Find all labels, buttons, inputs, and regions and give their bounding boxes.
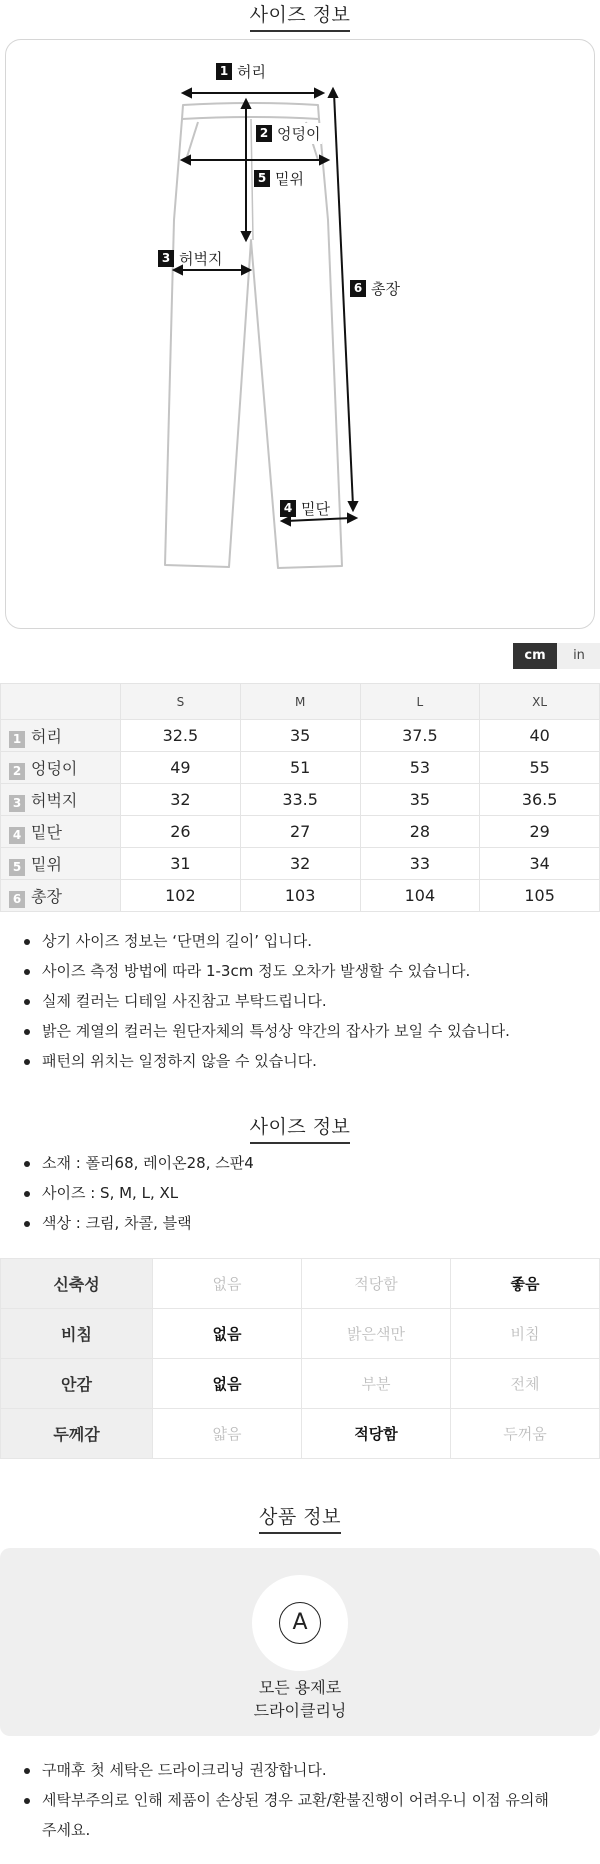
dry-clean-circle-icon: A (279, 1602, 321, 1644)
table-cell: 37.5 (360, 720, 480, 752)
row-number-badge: 5 (9, 859, 25, 876)
table-cell: 26 (121, 816, 241, 848)
table-row (1, 1309, 600, 1359)
table-cell: 34 (480, 848, 600, 880)
care-instruction-line: 드라이클리닝 (253, 1701, 347, 1720)
feel-option: 얇음 (153, 1409, 302, 1459)
table-cell: 105 (480, 880, 600, 912)
feel-row-label: 안감 (1, 1359, 153, 1409)
feel-option: 밝은색만 (302, 1309, 451, 1359)
size-table (0, 683, 600, 912)
table-row (1, 784, 600, 816)
list-item: 소재 : 폴리68, 레이온28, 스판4 (20, 1148, 254, 1178)
feel-option: 없음 (153, 1309, 302, 1359)
feel-option: 적당함 (302, 1409, 451, 1459)
diagram-label-number: 4 (280, 500, 296, 517)
table-cell: 103 (240, 880, 360, 912)
feel-option: 적당함 (302, 1259, 451, 1309)
table-cell: 32.5 (121, 720, 241, 752)
list-item: 패턴의 위치는 일정하지 않을 수 있습니다. (20, 1046, 510, 1076)
size-diagram (5, 39, 595, 629)
row-label-text: 엉덩이 (31, 758, 78, 778)
row-number-badge: 1 (9, 731, 25, 748)
row-label (1, 816, 121, 848)
list-item: 세탁부주의로 인해 제품이 손상된 경우 교환/환불진행이 어려우니 이점 유의해 (20, 1785, 549, 1815)
unit-in-button[interactable]: in (557, 643, 600, 669)
size-table-header-cell: L (360, 684, 480, 720)
table-cell: 36.5 (480, 784, 600, 816)
size-table-header-cell (1, 684, 121, 720)
table-cell: 40 (480, 720, 600, 752)
diagram-label-thigh (158, 248, 222, 269)
row-label (1, 880, 121, 912)
diagram-label-text: 밑단 (301, 500, 330, 518)
list-item: 밝은 계열의 컬러는 원단자체의 특성상 약간의 잡사가 보일 수 있습니다. (20, 1016, 510, 1046)
diagram-label-number: 6 (350, 280, 366, 297)
table-cell: 104 (360, 880, 480, 912)
table-row (1, 1259, 600, 1309)
size-info-title: 사이즈 정보 (0, 0, 600, 32)
size-table-header-cell: XL (480, 684, 600, 720)
row-label-text: 밑위 (31, 854, 62, 874)
diagram-label-hem (280, 498, 330, 519)
feel-option: 부분 (302, 1359, 451, 1409)
diagram-label-text: 밑위 (275, 170, 304, 188)
table-cell: 27 (240, 816, 360, 848)
feel-row-label: 신축성 (1, 1259, 153, 1309)
row-number-badge: 4 (9, 827, 25, 844)
row-label-text: 총장 (31, 886, 62, 906)
feel-option: 비침 (451, 1309, 600, 1359)
feel-row-label: 두께감 (1, 1409, 153, 1459)
left-pocket-line (186, 122, 198, 160)
list-item: 구매후 첫 세탁은 드라이크리닝 권장합니다. (20, 1755, 549, 1785)
list-item: 사이즈 측정 방법에 따라 1-3cm 정도 오차가 발생할 수 있습니다. (20, 956, 510, 986)
size-table-header-row (1, 684, 600, 720)
diagram-label-text: 허벅지 (179, 250, 223, 268)
table-row (1, 1409, 600, 1459)
table-row (1, 752, 600, 784)
table-cell: 33.5 (240, 784, 360, 816)
diagram-label-hip (254, 123, 322, 144)
row-number-badge: 6 (9, 891, 25, 908)
table-cell: 102 (121, 880, 241, 912)
row-label-text: 허벅지 (31, 790, 78, 810)
material-info-list (20, 1148, 254, 1238)
fabric-feel-table (0, 1258, 600, 1459)
care-icon-circle (252, 1575, 348, 1671)
feel-option: 전체 (451, 1359, 600, 1409)
table-row (1, 816, 600, 848)
table-cell: 35 (360, 784, 480, 816)
size-notes-list (20, 926, 510, 1076)
size-table-header-cell: M (240, 684, 360, 720)
table-cell: 32 (121, 784, 241, 816)
unit-cm-button[interactable]: cm (513, 643, 557, 669)
table-row (1, 720, 600, 752)
table-row (1, 1359, 600, 1409)
row-label (1, 752, 121, 784)
diagram-label-number: 5 (254, 170, 270, 187)
feel-option: 없음 (153, 1359, 302, 1409)
list-item: 상기 사이즈 정보는 ‘단면의 길이’ 입니다. (20, 926, 510, 956)
feel-row-label: 비침 (1, 1309, 153, 1359)
table-cell: 31 (121, 848, 241, 880)
row-label-text: 밑단 (31, 822, 62, 842)
table-cell: 28 (360, 816, 480, 848)
diagram-label-number: 1 (216, 63, 232, 80)
row-label (1, 784, 121, 816)
diagram-label-length (350, 278, 400, 299)
table-row (1, 848, 600, 880)
feel-option: 좋음 (451, 1259, 600, 1309)
waistband-shape (182, 103, 319, 119)
material-info-title: 사이즈 정보 (0, 1112, 600, 1144)
list-item: 실제 컬러는 디테일 사진참고 부탁드립니다. (20, 986, 510, 1016)
list-item: 사이즈 : S, M, L, XL (20, 1178, 254, 1208)
diagram-label-text: 허리 (237, 63, 266, 81)
diagram-label-number: 2 (256, 125, 272, 142)
row-number-badge: 3 (9, 795, 25, 812)
unit-toggle (513, 643, 600, 669)
table-row (1, 880, 600, 912)
row-label-text: 허리 (31, 726, 62, 746)
table-cell: 55 (480, 752, 600, 784)
feel-option: 없음 (153, 1259, 302, 1309)
product-info-title: 상품 정보 (0, 1502, 600, 1534)
care-instruction (0, 1676, 600, 1722)
list-item-continuation: 주세요. (42, 1821, 91, 1839)
row-label (1, 848, 121, 880)
care-notes-list (20, 1755, 549, 1845)
diagram-label-rise (254, 168, 304, 189)
table-cell: 53 (360, 752, 480, 784)
table-cell: 51 (240, 752, 360, 784)
care-instruction-line: 모든 용제로 (258, 1678, 342, 1697)
feel-option: 두꺼움 (451, 1409, 600, 1459)
row-label (1, 720, 121, 752)
diagram-label-number: 3 (158, 250, 174, 267)
diagram-label-waist (216, 61, 266, 82)
table-cell: 35 (240, 720, 360, 752)
row-number-badge: 2 (9, 763, 25, 780)
diagram-label-text: 엉덩이 (277, 125, 321, 143)
size-table-header-cell: S (121, 684, 241, 720)
table-cell: 32 (240, 848, 360, 880)
list-item: 색상 : 크림, 차콜, 블랙 (20, 1208, 254, 1238)
table-cell: 33 (360, 848, 480, 880)
table-cell: 29 (480, 816, 600, 848)
diagram-label-text: 총장 (371, 280, 400, 298)
care-label-box (0, 1548, 600, 1736)
fly-line (251, 119, 253, 240)
table-cell: 49 (121, 752, 241, 784)
